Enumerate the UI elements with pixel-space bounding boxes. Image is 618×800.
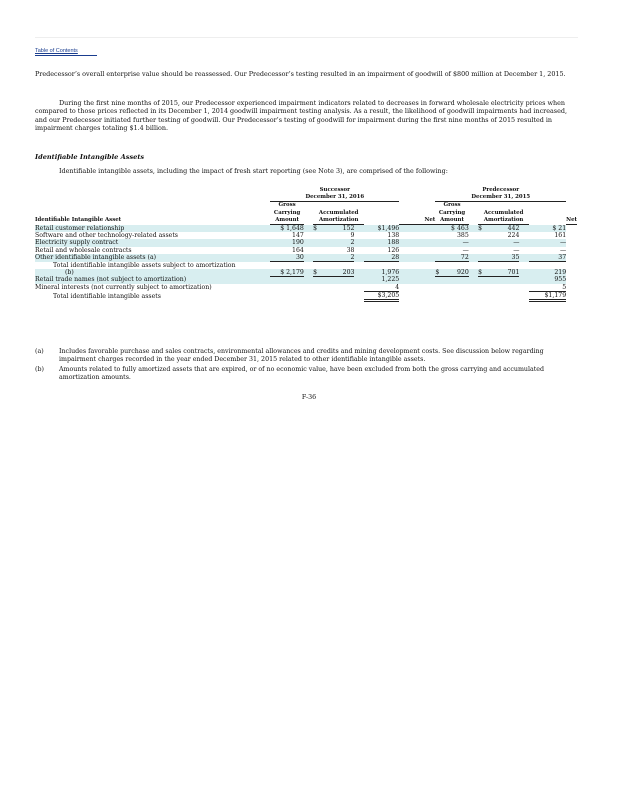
predecessor-date: December 31, 2015 — [435, 194, 566, 202]
subtotal-label-row — [35, 262, 577, 269]
predecessor-accum: — — [492, 239, 520, 246]
net-header: Net — [399, 217, 435, 225]
predecessor-gross: — — [462, 246, 469, 254]
predecessor-net: — — [559, 246, 567, 254]
subtotal-p-gross: 920 — [456, 268, 469, 276]
net-header: Net — [566, 216, 577, 223]
page-number: F-36 — [301, 394, 317, 401]
footnote — [35, 348, 580, 364]
successor-accum: 9 — [350, 232, 355, 240]
predecessor-accum-symbol — [478, 239, 492, 246]
subtotal-p-gross-sym: $ — [435, 268, 440, 276]
predecessor-accum: 35 — [492, 254, 520, 262]
asset-label: Retail customer relationship — [35, 225, 270, 233]
predecessor-net: 37 — [529, 254, 566, 262]
table-of-contents-link[interactable]: Table of Contents — [35, 48, 78, 54]
successor-gross: $ 1,648 — [270, 225, 303, 233]
asset-label: Software and other technology-related assets — [35, 232, 178, 240]
subtotal-p-accum-sym: $ — [478, 269, 492, 277]
asset-label: Retail and wholesale contracts — [35, 246, 132, 254]
subtotal-p-net: 219 — [529, 269, 566, 277]
subtotal-label: Total identifiable intangible assets subject to amortization — [53, 261, 236, 269]
footnote — [35, 366, 580, 382]
total-label: Total identifiable intangible assets — [53, 293, 161, 301]
table-row — [35, 276, 577, 283]
total-s-net: $3,205 — [364, 291, 399, 300]
asset-rows — [35, 225, 577, 262]
gross-header-line1: Gross — [278, 202, 296, 209]
table-row — [35, 225, 577, 233]
subtotal-p-accum: 701 — [492, 269, 520, 277]
successor-gross: 164 — [292, 246, 304, 254]
predecessor-net: 161 — [554, 232, 567, 240]
subtotal-row — [35, 269, 577, 277]
successor-label: Successor — [319, 187, 350, 193]
successor-net: 188 — [364, 239, 399, 246]
predecessor-label: Predecessor — [482, 187, 520, 193]
successor-net: 28 — [364, 254, 399, 262]
intro-text: Identifiable intangible assets, including the impact of fresh start reporting (see Note 3), are comprised of the following: — [59, 167, 448, 175]
predecessor-accum-symbol — [478, 247, 492, 254]
predecessor-accum-symbol — [478, 232, 492, 239]
gross-header-line2: Carrying — [273, 209, 301, 216]
successor-gross: 190 — [270, 239, 303, 246]
predecessor-accum-symbol: $ — [478, 225, 492, 233]
asset-label: Other identifiable intangible assets (a) — [35, 254, 270, 262]
predecessor-gross: $ 463 — [435, 225, 468, 233]
successor-gross: 147 — [292, 232, 304, 240]
footnote-text: Includes favorable purchase and sales contracts, environmental allowances and credits and mining development costs. See discussion below regarding impairment charges recorded in the year ended December 31, 2015 related to other identifiable intangible assets. — [59, 348, 544, 363]
successor-net: $1,496 — [364, 225, 399, 233]
period-header-row — [35, 187, 577, 194]
successor-accum-symbol — [313, 247, 327, 254]
gross-header-line2: Carrying — [438, 209, 466, 216]
successor-accum-symbol — [313, 239, 327, 246]
paragraph-impairment-indicators: During the first nine months of 2015, our Predecessor experienced impairment indicators related to decreases in forward wholesale electricity prices when compared to those prices reflected in its December 1, 2014 goodwill impairment testing analysis. As a result, the likelihood of goodwill impairments had increased, and our Predecessor initiated further testing of goodwill. Our Predecessor’s testing of goodwill for impairment during the first nine months of 2015 resulted in impairment charges totaling $1.4 billion. — [35, 99, 567, 133]
predecessor-net: — — [529, 239, 566, 246]
footnote-marker: (b) — [35, 366, 44, 373]
successor-accum: 152 — [327, 225, 355, 233]
asset-label: Retail trade names (not subject to amortization) — [35, 276, 270, 283]
successor-accum: 2 — [327, 254, 355, 262]
successor-accum-symbol — [313, 232, 327, 239]
top-divider — [35, 37, 578, 38]
section-heading: Identifiable Intangible Assets — [35, 153, 145, 161]
predecessor-accum: 224 — [507, 232, 520, 240]
accum-header-line1: Accumulated — [483, 209, 524, 216]
column-header-row-2 — [35, 210, 577, 217]
table-row — [35, 254, 577, 262]
gross-header-line3: Amount — [270, 217, 303, 225]
asset-label: Mineral interests (not currently subject to amortization) — [35, 284, 212, 292]
intangible-assets-table — [35, 187, 577, 302]
successor-net: 126 — [387, 246, 400, 254]
column-header-row-1 — [35, 202, 577, 210]
total-row — [35, 291, 577, 300]
table-row — [35, 232, 577, 239]
subtotal-s-accum: 203 — [327, 269, 355, 277]
successor-net: 4 — [364, 284, 399, 292]
row-header-label: Identifiable Intangible Asset — [35, 217, 122, 224]
successor-accum: 2 — [327, 239, 355, 246]
table-row — [35, 284, 577, 292]
predecessor-accum-symbol — [478, 254, 492, 262]
predecessor-net: $ 21 — [529, 225, 566, 233]
predecessor-gross: — — [435, 239, 468, 246]
column-header-row-3 — [35, 217, 577, 225]
successor-date: December 31, 2016 — [270, 194, 399, 202]
successor-net: 1,225 — [364, 276, 399, 283]
table-row — [35, 247, 577, 254]
predecessor-gross: 385 — [456, 232, 469, 240]
total-p-net: $1,179 — [529, 291, 566, 300]
successor-accum-symbol — [313, 254, 327, 262]
accum-header-line1: Accumulated — [318, 209, 359, 216]
successor-net: 138 — [387, 232, 400, 240]
toc-underline — [35, 55, 97, 56]
successor-accum-symbol: $ — [313, 225, 327, 233]
subtotal-footnote-ref: (b) — [35, 269, 270, 277]
paragraph-goodwill-reassessment: Predecessor’s overall enterprise value should be reassessed. Our Predecessor’s testing resulted in an impairment of goodwill of $800 million at December 1, 2015. — [35, 70, 566, 78]
asset-label: Electricity supply contract — [35, 239, 270, 246]
predecessor-accum: — — [513, 246, 520, 254]
table-row — [35, 239, 577, 246]
subtotal-s-accum-sym: $ — [313, 269, 327, 277]
successor-accum: 38 — [346, 246, 355, 254]
subtotal-s-gross: $ 2,179 — [270, 269, 303, 277]
footnote-text: Amounts related to fully amortized assets that are expired, or of no economic value, have been excluded from both the gross carrying and accumulated amortization amounts. — [59, 366, 545, 381]
successor-gross: 30 — [270, 254, 303, 262]
footnotes — [35, 348, 580, 384]
date-header-row — [35, 194, 577, 202]
accum-header-line2: Amortization — [478, 217, 529, 225]
gross-header-line3: Amount — [435, 217, 468, 225]
predecessor-net: 955 — [529, 276, 566, 283]
gross-header-line1: Gross — [443, 202, 461, 209]
footnote-marker: (a) — [35, 348, 44, 355]
accum-header-line2: Amortization — [313, 217, 364, 225]
unamortized-rows — [35, 276, 577, 291]
predecessor-accum: 442 — [492, 225, 520, 233]
predecessor-net: 5 — [529, 284, 566, 292]
predecessor-gross: 72 — [435, 254, 468, 262]
subtotal-s-net: 1,976 — [364, 269, 399, 277]
